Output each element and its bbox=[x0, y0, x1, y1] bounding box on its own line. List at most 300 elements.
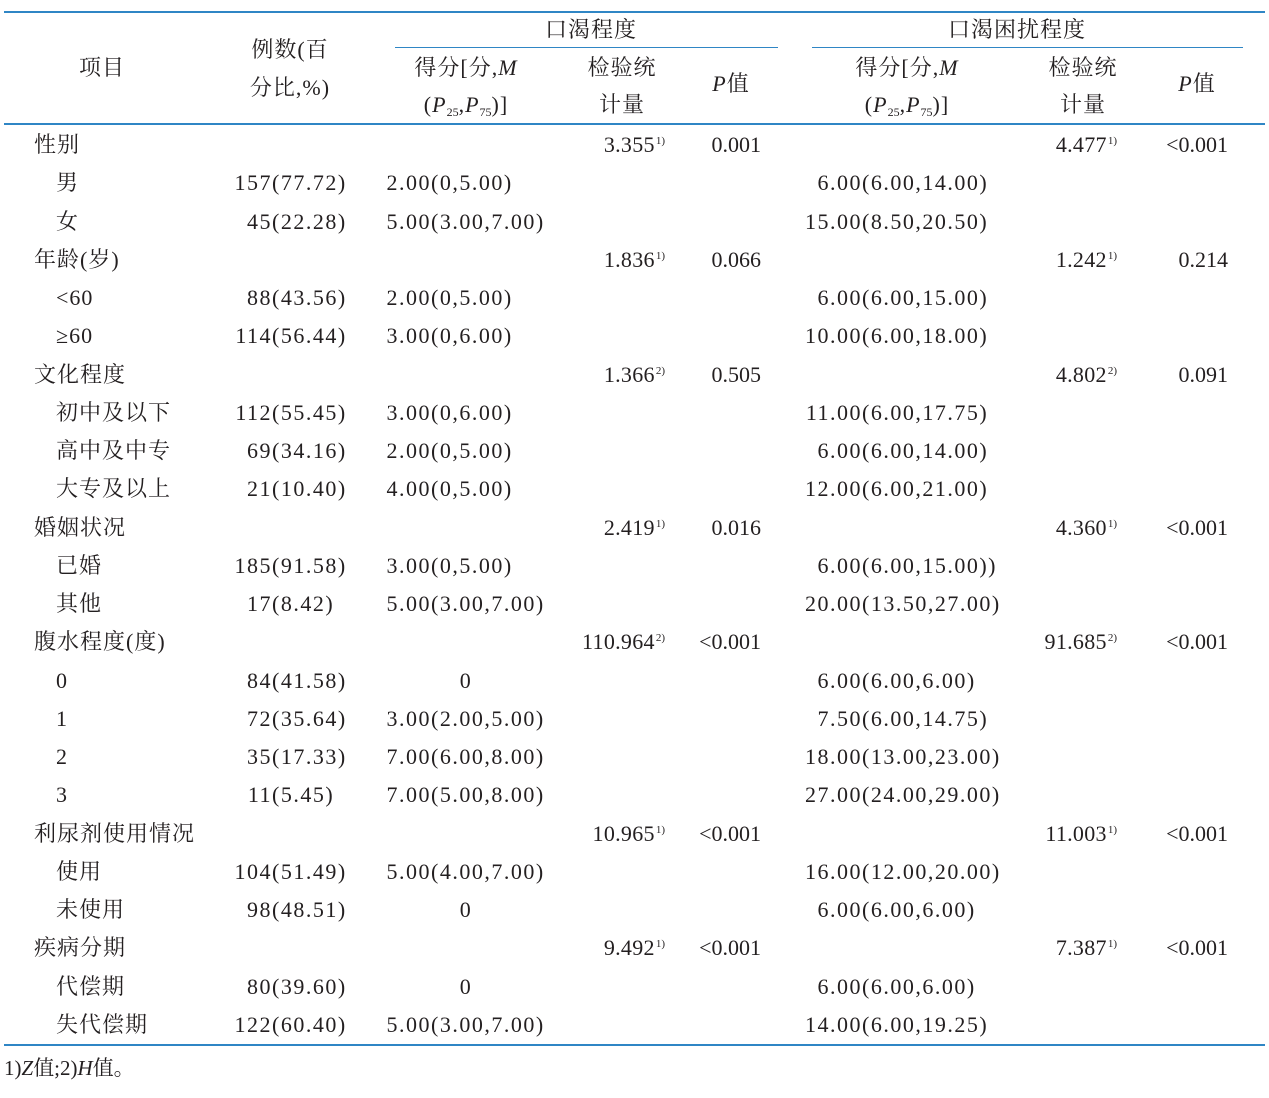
cell-text-part: (91.58) bbox=[272, 552, 347, 578]
cell-text-part: (41.58) bbox=[272, 667, 347, 693]
table-group-row bbox=[0, 509, 1269, 547]
cell-text-part: (48.51) bbox=[272, 897, 347, 922]
count-percent-cell bbox=[150, 585, 334, 623]
thirst-score-cell bbox=[330, 394, 513, 432]
cell-text-part: (56.44) bbox=[272, 323, 347, 349]
statistic-value: 1.366 bbox=[603, 361, 655, 387]
cell-text-part: 114 bbox=[235, 323, 272, 349]
table-row bbox=[0, 432, 1269, 470]
quartile-open: ( bbox=[423, 92, 433, 117]
distress-test-statistic-cell bbox=[997, 509, 1117, 547]
count-percent-cell bbox=[150, 470, 347, 508]
cell-text-part: 45 bbox=[247, 208, 272, 234]
table-row bbox=[0, 1006, 1269, 1044]
cell-text-part: (77.72) bbox=[272, 170, 347, 196]
p75-subscript: 75 bbox=[920, 105, 933, 119]
statistic-footnote-mark: 1) bbox=[655, 938, 665, 951]
statistic-footnote-mark: 1) bbox=[1107, 938, 1117, 951]
cell-text-part: (8.42) bbox=[272, 591, 335, 616]
thirst-score-cell bbox=[330, 279, 513, 317]
group-header-distress: 口渴困扰程度 bbox=[947, 17, 1086, 42]
item-label: 高中及中专 bbox=[56, 438, 172, 463]
thirst-score-cell bbox=[330, 853, 545, 891]
group-label: 文化程度 bbox=[34, 361, 127, 387]
cell-text-part: (6.00,15.00) bbox=[862, 285, 989, 310]
statistic-value: 4.360 bbox=[1055, 514, 1107, 540]
cell-text-part: (51.49) bbox=[272, 858, 347, 884]
cell-text-part: (3.00,7.00) bbox=[431, 1011, 545, 1037]
distress-score-cell bbox=[760, 432, 988, 470]
count-percent-cell bbox=[150, 1006, 347, 1044]
footnote-part: 1) bbox=[4, 1056, 22, 1080]
cell-text-part: (5.00,8.00) bbox=[431, 782, 545, 808]
cell-text-part: 3.00 bbox=[386, 705, 431, 731]
table-group-row bbox=[0, 356, 1269, 394]
table-bottom-rule bbox=[4, 1044, 1265, 1046]
header-bottom-rule bbox=[4, 123, 1265, 125]
cell-text-part: 18.00 bbox=[805, 744, 862, 769]
item-label: 0 bbox=[56, 667, 68, 693]
item-label: 女 bbox=[56, 208, 80, 234]
cell-text-part: 20.00 bbox=[805, 591, 862, 616]
cell-text-part: 2.00 bbox=[386, 170, 431, 196]
distress-score-cell bbox=[760, 738, 1001, 776]
table-row bbox=[0, 547, 1269, 585]
cell-text-part: (6.00,6.00) bbox=[862, 667, 976, 693]
distress-test-statistic-cell bbox=[997, 929, 1117, 967]
cell-text-part: 6.00 bbox=[817, 438, 862, 463]
cell-text-part: 21 bbox=[247, 476, 272, 502]
statistic-footnote-mark: 1) bbox=[655, 517, 665, 530]
statistic-footnote-mark: 1) bbox=[655, 823, 665, 836]
table-row bbox=[0, 279, 1269, 317]
table-group-row bbox=[0, 623, 1269, 661]
p25-subscript: 25 bbox=[446, 105, 459, 119]
cell-text-part: (39.60) bbox=[272, 973, 347, 999]
z-symbol: Z bbox=[21, 1056, 34, 1080]
distress-score-cell bbox=[760, 776, 1001, 814]
table-row bbox=[0, 585, 1269, 623]
count-percent-cell bbox=[150, 547, 347, 585]
item-label: 使用 bbox=[56, 858, 103, 884]
median-symbol: M bbox=[498, 55, 518, 80]
cell-text-part: 112 bbox=[235, 399, 272, 425]
distress-p-value-cell: <0.001 bbox=[1166, 629, 1228, 655]
cell-text-part: (6.00,19.25) bbox=[862, 1011, 989, 1037]
cell-text-part: (12.00,20.00) bbox=[862, 858, 1001, 884]
thirst-test-statistic-cell bbox=[545, 356, 665, 394]
cell-text-part: 7.00 bbox=[386, 782, 431, 808]
column-header-count-line2: 分比,%) bbox=[249, 75, 331, 100]
table-row bbox=[0, 853, 1269, 891]
table-row bbox=[0, 470, 1269, 508]
column-header-distress-score-quartiles bbox=[807, 92, 1007, 118]
thirst-test-statistic-cell bbox=[545, 509, 665, 547]
distress-score-cell bbox=[760, 203, 988, 241]
item-label: 其他 bbox=[56, 591, 103, 616]
statistic-value: 10.965 bbox=[592, 820, 655, 846]
count-percent-cell bbox=[150, 853, 347, 891]
table-row bbox=[0, 738, 1269, 776]
distress-score-cell bbox=[760, 585, 1001, 623]
column-header-thirst-stat-line2: 计量 bbox=[598, 92, 645, 117]
table-group-row bbox=[0, 815, 1269, 853]
table-group-row bbox=[0, 241, 1269, 279]
cell-text-part: (0,5.00) bbox=[431, 438, 513, 463]
statistic-footnote-mark: 2) bbox=[1107, 632, 1117, 645]
count-percent-cell bbox=[150, 164, 347, 202]
item-label: <60 bbox=[56, 285, 94, 310]
cell-text-part: 0 bbox=[459, 897, 473, 922]
distress-test-statistic-cell bbox=[997, 623, 1117, 661]
group-label: 疾病分期 bbox=[34, 935, 127, 961]
thirst-p-value-cell: 0.001 bbox=[711, 132, 761, 157]
thirst-score-cell bbox=[330, 164, 513, 202]
thirst-test-statistic-cell bbox=[545, 623, 665, 661]
item-label: 已婚 bbox=[56, 552, 103, 578]
cell-text-part: 0 bbox=[459, 667, 473, 693]
cell-text-part: 88 bbox=[247, 285, 272, 310]
p25-subscript: 25 bbox=[887, 105, 900, 119]
statistic-value: 4.477 bbox=[1055, 132, 1107, 157]
cell-text-part: (0,5.00) bbox=[431, 552, 513, 578]
statistic-footnote-mark: 1) bbox=[1107, 823, 1117, 836]
cell-text-part: 98 bbox=[247, 897, 272, 922]
count-percent-cell bbox=[150, 662, 347, 700]
column-header-distress-p bbox=[1147, 71, 1247, 97]
thirst-score-cell bbox=[330, 317, 513, 355]
cell-text-part: (3.00,7.00) bbox=[431, 208, 545, 234]
cell-text-part: 69 bbox=[247, 438, 272, 463]
cell-text-part: 17 bbox=[247, 591, 272, 616]
distress-score-cell bbox=[760, 891, 976, 929]
cell-text-part: (6.00,14.75) bbox=[862, 705, 989, 731]
distress-test-statistic-cell bbox=[997, 126, 1117, 164]
percentile-symbol: P bbox=[906, 92, 921, 117]
cell-text-part: 12.00 bbox=[805, 476, 862, 502]
cell-text-part: (3.00,7.00) bbox=[431, 591, 545, 616]
table-row bbox=[0, 700, 1269, 738]
statistic-value: 11.003 bbox=[1045, 820, 1107, 846]
cell-text-part: 11.00 bbox=[805, 399, 862, 425]
cell-text-part: 3.00 bbox=[386, 323, 431, 349]
table-row bbox=[0, 891, 1269, 929]
cell-text-part: 11 bbox=[247, 782, 272, 808]
table-footnote bbox=[4, 1055, 135, 1081]
cell-text-part: (6.00,6.00) bbox=[862, 897, 976, 922]
footnote-part: 值。 bbox=[92, 1056, 135, 1080]
thirst-group-underline bbox=[395, 47, 778, 48]
item-label: 初中及以下 bbox=[56, 399, 172, 425]
column-header-distress-stat-line1: 检验统 bbox=[1048, 55, 1118, 80]
table-group-row bbox=[0, 929, 1269, 967]
group-label: 利尿剂使用情况 bbox=[34, 820, 196, 846]
item-label: 男 bbox=[56, 170, 80, 196]
thirst-score-cell bbox=[330, 1006, 545, 1044]
distress-p-value-cell: <0.001 bbox=[1166, 514, 1228, 540]
table-row bbox=[0, 968, 1269, 1006]
column-header-thirst-score bbox=[366, 55, 566, 81]
cell-text-part: 7.50 bbox=[817, 705, 862, 731]
group-label: 性别 bbox=[34, 132, 81, 157]
statistic-value: 9.492 bbox=[603, 935, 655, 961]
cell-text-part: 6.00 bbox=[817, 552, 862, 578]
cell-text-part: 157 bbox=[234, 170, 272, 196]
group-label: 腹水程度(度) bbox=[34, 629, 166, 655]
cell-text-part: (4.00,7.00) bbox=[431, 858, 545, 884]
distress-score-cell bbox=[760, 853, 1001, 891]
cell-text-part: 6.00 bbox=[817, 973, 862, 999]
thirst-score-cell bbox=[330, 776, 545, 814]
thirst-test-statistic-cell bbox=[545, 929, 665, 967]
score-label-prefix: 得分[分, bbox=[414, 55, 499, 80]
column-header-item: 项目 bbox=[78, 55, 125, 80]
thirst-score-cell bbox=[330, 547, 513, 585]
cell-text-part: (43.56) bbox=[272, 285, 347, 310]
distress-score-cell bbox=[760, 279, 988, 317]
statistic-footnote-mark: 1) bbox=[1107, 517, 1117, 530]
statistic-value: 110.964 bbox=[582, 629, 655, 655]
cell-text-part: (34.16) bbox=[272, 438, 347, 463]
cell-text-part: 3.00 bbox=[386, 552, 431, 578]
table-row bbox=[0, 394, 1269, 432]
p-suffix: 值 bbox=[1192, 71, 1216, 96]
cell-text-part: 14.00 bbox=[805, 1011, 862, 1037]
count-percent-cell bbox=[150, 394, 347, 432]
distress-score-cell bbox=[760, 317, 988, 355]
cell-text-part: (17.33) bbox=[272, 744, 347, 769]
cell-text-part: (6.00,14.00) bbox=[862, 438, 989, 463]
cell-text-part: (0,6.00) bbox=[431, 399, 513, 425]
column-header-distress-stat-line2: 计量 bbox=[1059, 92, 1106, 117]
statistic-value: 1.242 bbox=[1055, 246, 1107, 272]
thirst-score-cell bbox=[330, 738, 545, 776]
footnote-part: 值;2) bbox=[33, 1056, 78, 1080]
cell-text-part: 35 bbox=[247, 744, 272, 769]
distress-p-value-cell: <0.001 bbox=[1166, 935, 1228, 961]
item-label: 1 bbox=[56, 705, 68, 731]
quartile-close: )] bbox=[932, 92, 950, 117]
cell-text-part: (0,5.00) bbox=[431, 170, 513, 196]
distress-test-statistic-cell bbox=[997, 356, 1117, 394]
cell-text-part: 2.00 bbox=[386, 438, 431, 463]
distress-p-value-cell: <0.001 bbox=[1166, 820, 1228, 846]
statistic-footnote-mark: 1) bbox=[1107, 249, 1117, 262]
item-label: 失代偿期 bbox=[56, 1011, 149, 1037]
cell-text-part: 5.00 bbox=[386, 208, 431, 234]
count-percent-cell bbox=[150, 968, 347, 1006]
h-symbol: H bbox=[77, 1056, 93, 1080]
distress-p-value-cell: <0.001 bbox=[1166, 132, 1228, 157]
distress-test-statistic-cell bbox=[997, 241, 1117, 279]
column-header-thirst-p bbox=[681, 71, 781, 97]
cell-text-part: 15.00 bbox=[805, 208, 862, 234]
statistic-footnote-mark: 2) bbox=[1107, 364, 1117, 377]
percentile-symbol: P bbox=[465, 92, 480, 117]
statistic-footnote-mark: 1) bbox=[655, 249, 665, 262]
cell-text-part: 5.00 bbox=[386, 591, 431, 616]
cell-text-part: (0,5.00) bbox=[431, 285, 513, 310]
percentile-symbol: P bbox=[432, 92, 447, 117]
statistic-footnote-mark: 1) bbox=[655, 135, 665, 147]
thirst-score-cell bbox=[330, 585, 545, 623]
cell-text-part: 4.00 bbox=[386, 476, 431, 502]
count-percent-cell bbox=[150, 432, 347, 470]
table-row bbox=[0, 164, 1269, 202]
thirst-score-cell bbox=[330, 203, 545, 241]
quartile-separator: , bbox=[458, 92, 466, 117]
quartile-open: ( bbox=[864, 92, 874, 117]
count-percent-cell bbox=[150, 738, 347, 776]
distress-p-value-cell: 0.091 bbox=[1178, 361, 1228, 387]
group-header-thirst: 口渴程度 bbox=[544, 17, 637, 42]
distress-test-statistic-cell bbox=[997, 815, 1117, 853]
p-symbol: P bbox=[1178, 71, 1193, 96]
cell-text-part: 122 bbox=[234, 1011, 272, 1037]
count-percent-cell bbox=[150, 776, 334, 814]
thirst-test-statistic-cell bbox=[545, 241, 665, 279]
cell-text-part: (55.45) bbox=[272, 399, 347, 425]
table-top-rule bbox=[4, 11, 1265, 13]
cell-text-part: 84 bbox=[247, 667, 272, 693]
thirst-p-value-cell: 0.016 bbox=[711, 514, 761, 540]
score-label-prefix: 得分[分, bbox=[855, 55, 940, 80]
cell-text-part: (24.00,29.00) bbox=[862, 782, 1001, 808]
cell-text-part: 6.00 bbox=[817, 285, 862, 310]
cell-text-part: (60.40) bbox=[272, 1011, 347, 1037]
count-percent-cell bbox=[150, 317, 347, 355]
distress-score-cell bbox=[760, 968, 976, 1006]
cell-text-part: 6.00 bbox=[817, 170, 862, 196]
table-body bbox=[0, 126, 1269, 1044]
column-header-distress-score bbox=[807, 55, 1007, 81]
statistic-value: 2.419 bbox=[603, 514, 655, 540]
cell-text-part: (8.50,20.50) bbox=[862, 208, 989, 234]
thirst-score-cell bbox=[330, 432, 513, 470]
cell-text-part: (6.00,6.00) bbox=[862, 973, 976, 999]
group-label: 婚姻状况 bbox=[34, 514, 127, 540]
count-percent-cell bbox=[150, 203, 347, 241]
cell-text-part: 3.00 bbox=[386, 399, 431, 425]
count-percent-cell bbox=[150, 279, 347, 317]
cell-text-part: (0,6.00) bbox=[431, 323, 513, 349]
cell-text-part: 185 bbox=[234, 552, 272, 578]
cell-text-part: 16.00 bbox=[805, 858, 862, 884]
count-percent-cell bbox=[150, 700, 347, 738]
statistic-value: 3.355 bbox=[603, 132, 655, 157]
cell-text-part: 27.00 bbox=[805, 782, 862, 808]
quartile-separator: , bbox=[899, 92, 907, 117]
p-suffix: 值 bbox=[726, 71, 750, 96]
cell-text-part: (0,5.00) bbox=[431, 476, 513, 502]
thirst-p-value-cell: 0.505 bbox=[711, 361, 761, 387]
cell-text-part: (6.00,15.00)) bbox=[862, 552, 997, 578]
distress-score-cell bbox=[760, 164, 988, 202]
quartile-close: )] bbox=[491, 92, 509, 117]
distress-score-cell bbox=[760, 470, 988, 508]
statistic-footnote-mark: 1) bbox=[1107, 135, 1117, 147]
distress-score-cell bbox=[760, 394, 988, 432]
cell-text-part: 7.00 bbox=[386, 744, 431, 769]
cell-text-part: (6.00,17.75) bbox=[862, 399, 989, 425]
distress-score-cell bbox=[760, 700, 988, 738]
count-percent-cell bbox=[150, 891, 347, 929]
distress-score-cell bbox=[760, 547, 997, 585]
cell-text-part: (13.00,23.00) bbox=[862, 744, 1001, 769]
thirst-p-value-cell: <0.001 bbox=[699, 820, 761, 846]
cell-text-part: (6.00,8.00) bbox=[431, 744, 545, 769]
thirst-p-value-cell: <0.001 bbox=[699, 935, 761, 961]
cell-text-part: (35.64) bbox=[272, 705, 347, 731]
table-row bbox=[0, 662, 1269, 700]
distress-group-underline bbox=[812, 47, 1243, 48]
statistic-value: 7.387 bbox=[1055, 935, 1107, 961]
item-label: 2 bbox=[56, 744, 68, 769]
cell-text-part: 5.00 bbox=[386, 858, 431, 884]
cell-text-part: (6.00,18.00) bbox=[862, 323, 989, 349]
table-row bbox=[0, 776, 1269, 814]
statistic-value: 1.836 bbox=[603, 246, 655, 272]
cell-text-part: (6.00,21.00) bbox=[862, 476, 989, 502]
p-symbol: P bbox=[712, 71, 727, 96]
cell-text-part: (13.50,27.00) bbox=[862, 591, 1001, 616]
statistic-value: 4.802 bbox=[1055, 361, 1107, 387]
thirst-test-statistic-cell bbox=[545, 815, 665, 853]
column-header-thirst-stat-line1: 检验统 bbox=[587, 55, 657, 80]
median-symbol: M bbox=[939, 55, 959, 80]
group-label: 年龄(岁) bbox=[34, 246, 120, 272]
cell-text-part: 5.00 bbox=[386, 1011, 431, 1037]
cell-text-part: (22.28) bbox=[272, 208, 347, 234]
p75-subscript: 75 bbox=[479, 105, 492, 119]
cell-text-part: (5.45) bbox=[272, 782, 335, 808]
item-label: ≥60 bbox=[56, 323, 94, 349]
thirst-test-statistic-cell bbox=[545, 126, 665, 164]
distress-score-cell bbox=[760, 662, 976, 700]
table-group-row bbox=[0, 126, 1269, 164]
distress-p-value-cell: 0.214 bbox=[1178, 246, 1228, 272]
thirst-p-value-cell: 0.066 bbox=[711, 246, 761, 272]
item-label: 代偿期 bbox=[56, 973, 126, 999]
thirst-score-cell bbox=[330, 470, 513, 508]
item-label: 大专及以上 bbox=[56, 476, 172, 502]
cell-text-part: 0 bbox=[459, 973, 473, 999]
cell-text-part: (10.40) bbox=[272, 476, 347, 502]
distress-score-cell bbox=[760, 1006, 988, 1044]
thirst-p-value-cell: <0.001 bbox=[699, 629, 761, 655]
thirst-score-cell bbox=[330, 700, 545, 738]
cell-text-part: 80 bbox=[247, 973, 272, 999]
percentile-symbol: P bbox=[873, 92, 888, 117]
column-header-count-line1: 例数(百 bbox=[251, 37, 329, 62]
cell-text-part: 104 bbox=[234, 858, 272, 884]
column-header-thirst-score-quartiles bbox=[366, 92, 566, 118]
cell-text-part: 6.00 bbox=[817, 897, 862, 922]
cell-text-part: 72 bbox=[247, 705, 272, 731]
cell-text-part: 2.00 bbox=[386, 285, 431, 310]
statistic-footnote-mark: 2) bbox=[655, 364, 665, 377]
cell-text-part: (6.00,14.00) bbox=[862, 170, 989, 196]
item-label: 3 bbox=[56, 782, 68, 808]
table-row bbox=[0, 203, 1269, 241]
cell-text-part: (2.00,5.00) bbox=[431, 705, 545, 731]
item-label: 未使用 bbox=[56, 897, 126, 922]
statistic-footnote-mark: 2) bbox=[655, 632, 665, 645]
table-row bbox=[0, 317, 1269, 355]
statistic-value: 91.685 bbox=[1044, 629, 1107, 655]
cell-text-part: 6.00 bbox=[817, 667, 862, 693]
cell-text-part: 10.00 bbox=[805, 323, 862, 349]
